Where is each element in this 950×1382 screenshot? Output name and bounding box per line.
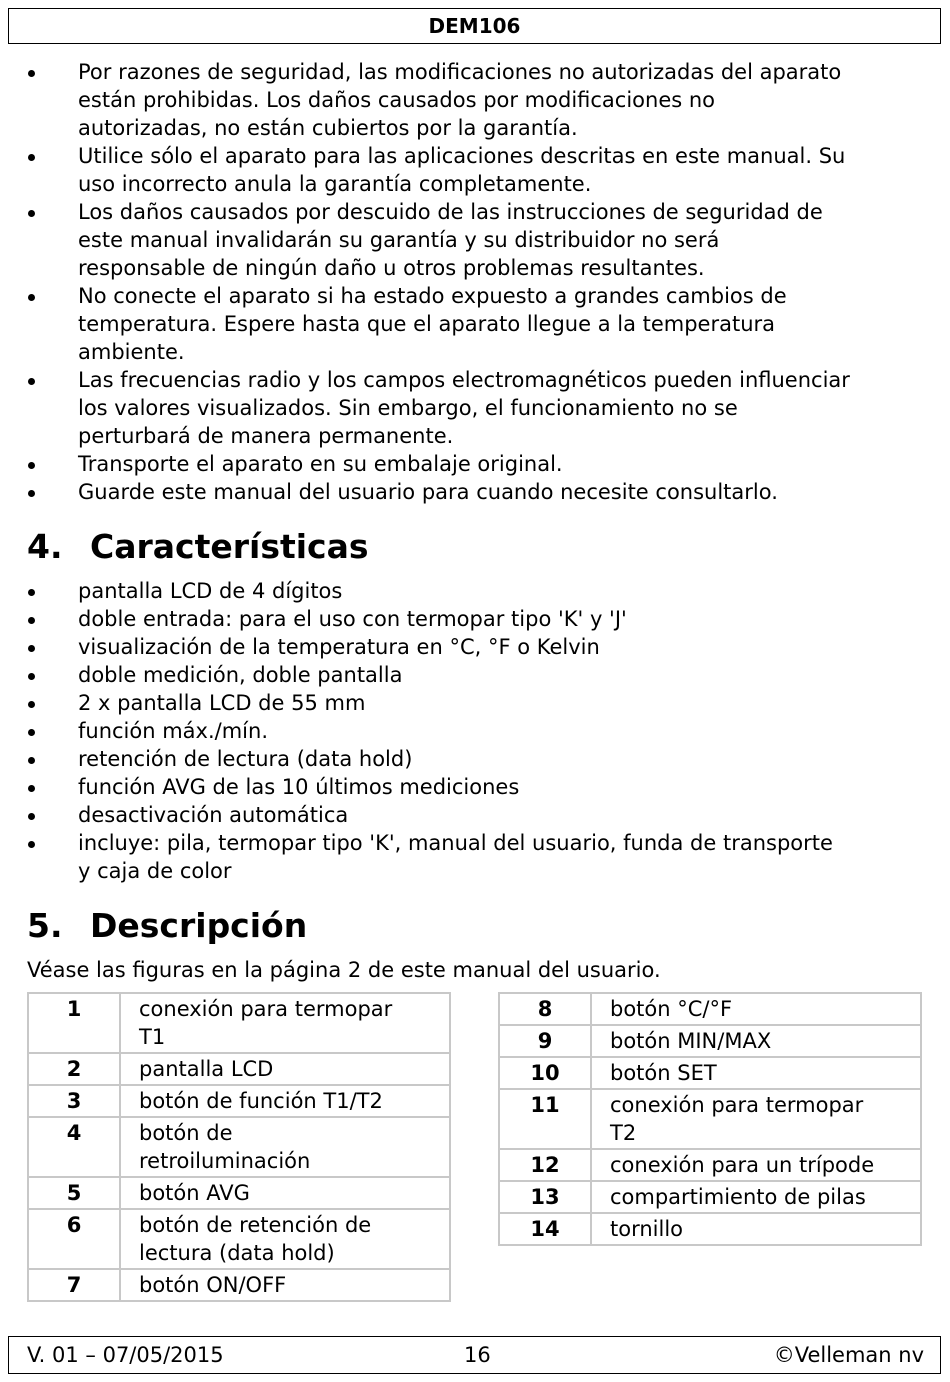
part-description-line: botón ON/OFF <box>139 1273 287 1297</box>
table-row <box>28 1177 450 1209</box>
part-number: 6 <box>28 1209 120 1269</box>
list-item-line: están prohibidas. Los daños causados por modificaciones no <box>78 88 716 112</box>
table-row <box>499 1213 921 1245</box>
list-item-line: doble entrada: para el uso con termopar tipo 'K' y 'J' <box>78 607 627 631</box>
table-row <box>28 1053 450 1085</box>
part-number: 11 <box>499 1089 591 1149</box>
list-item-line: Por razones de seguridad, las modificaciones no autorizadas del aparato <box>78 60 842 84</box>
safety-item <box>0 58 950 142</box>
table-row <box>499 993 921 1025</box>
safety-item <box>0 450 950 478</box>
feature-item <box>0 773 950 801</box>
table-row <box>28 1209 450 1269</box>
feature-item <box>0 605 950 633</box>
list-item-line: Los daños causados por descuido de las instrucciones de seguridad de <box>78 200 823 224</box>
part-description-line: botón MIN/MAX <box>610 1029 772 1053</box>
table-row <box>499 1057 921 1089</box>
part-description <box>120 1053 450 1085</box>
part-number: 9 <box>499 1025 591 1057</box>
safety-item <box>0 198 950 282</box>
part-description-line: tornillo <box>610 1217 684 1241</box>
part-number: 7 <box>28 1269 120 1301</box>
part-description <box>120 1085 450 1117</box>
part-description-line: lectura (data hold) <box>139 1241 335 1265</box>
part-number: 2 <box>28 1053 120 1085</box>
bullet-icon <box>28 70 35 77</box>
list-item-line: incluye: pila, termopar tipo 'K', manual del usuario, funda de transporte <box>78 831 833 855</box>
features-list <box>0 577 950 885</box>
list-item-line: visualización de la temperatura en °C, °F o Kelvin <box>78 635 600 659</box>
part-description <box>591 1025 921 1057</box>
list-item-line: uso incorrecto anula la garantía completamente. <box>78 172 592 196</box>
safety-item <box>0 366 950 450</box>
part-description-line: conexión para termopar <box>139 997 393 1021</box>
page-header <box>8 8 941 44</box>
bullet-icon <box>28 294 35 301</box>
section-heading-characteristics <box>27 527 369 567</box>
part-description-line: retroiluminación <box>139 1149 311 1173</box>
feature-item <box>0 633 950 661</box>
list-item-line: Transporte el aparato en su embalaje original. <box>78 452 563 476</box>
description-intro: Véase las figuras en la página 2 de este manual del usuario. <box>27 958 661 982</box>
part-number: 3 <box>28 1085 120 1117</box>
part-number: 14 <box>499 1213 591 1245</box>
part-description-line: botón SET <box>610 1061 717 1085</box>
list-item-line: 2 x pantalla LCD de 55 mm <box>78 691 366 715</box>
section-heading-description <box>27 906 307 946</box>
part-description-line: botón °C/°F <box>610 997 733 1021</box>
bullet-icon <box>28 729 35 736</box>
part-description-line: botón de retención de <box>139 1213 372 1237</box>
bullet-icon <box>28 462 35 469</box>
part-description-line: compartimiento de pilas <box>610 1185 866 1209</box>
feature-item <box>0 717 950 745</box>
part-description <box>120 1177 450 1209</box>
feature-item <box>0 829 950 885</box>
model-name: DEM106 <box>428 14 521 38</box>
parts-table-left <box>27 992 451 1302</box>
bullet-icon <box>28 841 35 848</box>
list-item-line: este manual invalidarán su garantía y su distribuidor no será <box>78 228 720 252</box>
section-number: 5. <box>27 906 63 945</box>
part-description <box>120 993 450 1053</box>
part-description <box>591 1213 921 1245</box>
list-item-line: responsable de ningún daño u otros problemas resultantes. <box>78 256 705 280</box>
part-description-line: conexión para termopar <box>610 1093 864 1117</box>
table-row <box>499 1089 921 1149</box>
list-item-line: función máx./mín. <box>78 719 269 743</box>
bullet-icon <box>28 813 35 820</box>
feature-item <box>0 661 950 689</box>
table-row <box>28 993 450 1053</box>
part-description-line: pantalla LCD <box>139 1057 274 1081</box>
list-item-line: temperatura. Espere hasta que el aparato llegue a la temperatura <box>78 312 776 336</box>
list-item-line: y caja de color <box>78 859 232 883</box>
list-item-line: autorizadas, no están cubiertos por la garantía. <box>78 116 578 140</box>
list-item-line: los valores visualizados. Sin embargo, el funcionamiento no se <box>78 396 738 420</box>
part-description-line: botón de función T1/T2 <box>139 1089 383 1113</box>
section-title: Descripción <box>90 906 308 945</box>
bullet-icon <box>28 673 35 680</box>
page-number: 16 <box>464 1343 491 1367</box>
part-number: 12 <box>499 1149 591 1181</box>
safety-item <box>0 282 950 366</box>
part-description-line: T2 <box>610 1121 637 1145</box>
bullet-icon <box>28 154 35 161</box>
feature-item <box>0 689 950 717</box>
page-footer <box>8 1336 941 1374</box>
part-description <box>591 1181 921 1213</box>
part-number: 1 <box>28 993 120 1053</box>
list-item-line: doble medición, doble pantalla <box>78 663 403 687</box>
table-row <box>28 1085 450 1117</box>
bullet-icon <box>28 617 35 624</box>
part-number: 13 <box>499 1181 591 1213</box>
part-description-line: conexión para un trípode <box>610 1153 875 1177</box>
part-description <box>591 993 921 1025</box>
part-description-line: T1 <box>139 1025 166 1049</box>
bullet-icon <box>28 757 35 764</box>
table-row <box>28 1269 450 1301</box>
part-description <box>591 1057 921 1089</box>
table-row <box>499 1149 921 1181</box>
list-item-line: ambiente. <box>78 340 185 364</box>
section-title: Características <box>90 527 369 566</box>
safety-instructions-list <box>0 58 950 506</box>
list-item-line: pantalla LCD de 4 dígitos <box>78 579 343 603</box>
table-row <box>499 1025 921 1057</box>
part-description <box>120 1209 450 1269</box>
feature-item <box>0 801 950 829</box>
table-row <box>28 1117 450 1177</box>
list-item-line: Las frecuencias radio y los campos electromagnéticos pueden influenciar <box>78 368 850 392</box>
bullet-icon <box>28 701 35 708</box>
bullet-icon <box>28 785 35 792</box>
part-description <box>120 1117 450 1177</box>
list-item-line: retención de lectura (data hold) <box>78 747 413 771</box>
safety-item <box>0 142 950 198</box>
copyright: ©Velleman nv <box>773 1343 924 1367</box>
bullet-icon <box>28 490 35 497</box>
section-number: 4. <box>27 527 63 566</box>
part-number: 4 <box>28 1117 120 1177</box>
part-description <box>591 1089 921 1149</box>
part-description-line: botón AVG <box>139 1181 250 1205</box>
feature-item <box>0 745 950 773</box>
list-item-line: Guarde este manual del usuario para cuando necesite consultarlo. <box>78 480 778 504</box>
parts-table-right <box>498 992 922 1246</box>
part-number: 5 <box>28 1177 120 1209</box>
table-row <box>499 1181 921 1213</box>
list-item-line: No conecte el aparato si ha estado expuesto a grandes cambios de <box>78 284 787 308</box>
part-number: 8 <box>499 993 591 1025</box>
bullet-icon <box>28 210 35 217</box>
part-number: 10 <box>499 1057 591 1089</box>
bullet-icon <box>28 378 35 385</box>
bullet-icon <box>28 589 35 596</box>
list-item-line: función AVG de las 10 últimos mediciones <box>78 775 520 799</box>
list-item-line: desactivación automática <box>78 803 349 827</box>
part-description <box>591 1149 921 1181</box>
version-date: V. 01 – 07/05/2015 <box>27 1343 224 1367</box>
list-item-line: perturbará de manera permanente. <box>78 424 454 448</box>
part-description-line: botón de <box>139 1121 233 1145</box>
feature-item <box>0 577 950 605</box>
bullet-icon <box>28 645 35 652</box>
part-description <box>120 1269 450 1301</box>
list-item-line: Utilice sólo el aparato para las aplicaciones descritas en este manual. Su <box>78 144 846 168</box>
safety-item <box>0 478 950 506</box>
